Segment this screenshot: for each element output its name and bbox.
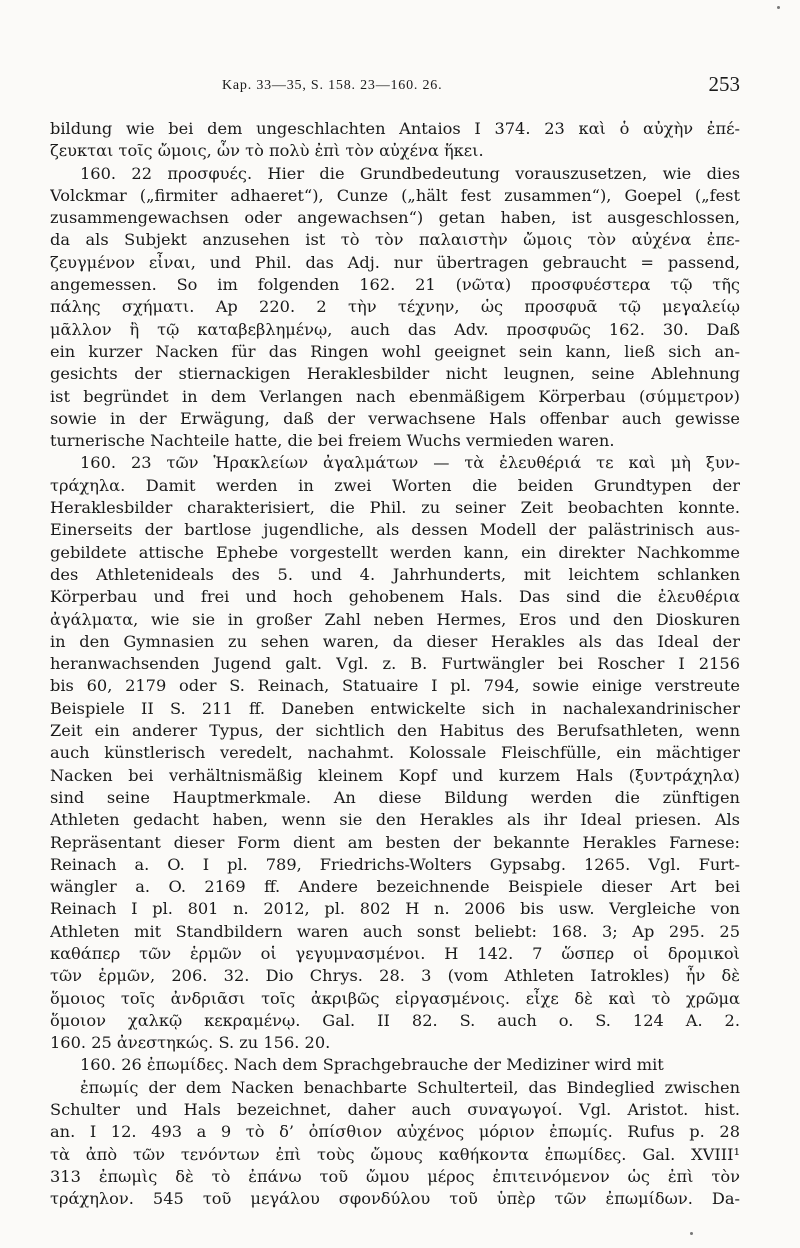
- text-line: Volckmar („firmiter adhaeret“), Cunze („hält fest zusammen“), Goepel („fest: [50, 185, 740, 205]
- text-line: wängler a. O. 2169 ff. Andere bezeichnende Beispiele dieser Art bei: [50, 877, 740, 897]
- text-line: des Athletenideals des 5. und 4. Jahrhunderts, mit leichtem schlanken: [50, 564, 740, 584]
- text-line: Beispiele II S. 211 ff. Daneben entwickelte sich in nachalexandrinischer: [50, 698, 740, 718]
- text-line: Nacken bei verhältnismäßig kleinem Kopf und kurzem Hals (ξυντράχηλα): [50, 765, 740, 785]
- text-line: μᾶλλον ἢ τῷ καταβεβλημένῳ, auch das Adv. προσφυῶς 162. 30. Daß: [50, 319, 740, 339]
- text-line: Athleten gedacht haben, wenn sie den Herakles als ihr Ideal priesen. Als: [50, 810, 740, 830]
- text-line: Schulter und Hals bezeichnet, daher auch συναγωγοί. Vgl. Aristot. hist.: [50, 1100, 740, 1120]
- print-speck: [777, 6, 780, 9]
- text-line: gebildete attische Ephebe vorgestellt werden kann, ein direkter Nachkomme: [50, 542, 740, 562]
- text-line: Reinach a. O. I pl. 789, Friedrichs-Wolters Gypsabg. 1265. Vgl. Furt-: [50, 854, 740, 874]
- text-line: τράχηλον. 545 τοῦ μεγάλου σφονδύλου τοῦ ὑπὲρ τῶν ἐπωμίδων. Da-: [50, 1189, 740, 1209]
- text-line: 313 ἐπωμὶς δὲ τὸ ἐπάνω τοῦ ὤμου μέρος ἐπιτεινόμενον ὡς ἐπὶ τὸν: [50, 1166, 740, 1186]
- text-line: 160. 25 ἀνεστηκώς. S. zu 156. 20.: [50, 1033, 331, 1053]
- text-line: ist begründet in dem Verlangen nach ebenmäßigem Körperbau (σύμμετρον): [50, 386, 740, 406]
- text-line: 160. 22 προσφυές. Hier die Grundbedeutung vorauszusetzen, wie dies: [80, 163, 740, 183]
- page-header: [50, 72, 750, 102]
- running-head: Kap. 33—35, S. 158. 23—160. 26.: [222, 78, 443, 93]
- text-line: ὅμοιος τοῖς ἀνδριᾶσι τοῖς ἀκριβῶς εἰργασμένοις. εἶχε δὲ καὶ τὸ χρῶμα: [50, 988, 740, 1008]
- text-line: τράχηλα. Damit werden in zwei Worten die beiden Grundtypen der: [50, 475, 740, 495]
- text-line: auch künstlerisch veredelt, nachahmt. Kolossale Fleischfülle, ein mächtiger: [50, 743, 740, 763]
- text-line: Einerseits der bartlose jugendliche, als dessen Modell der palästrinisch aus-: [50, 520, 740, 540]
- text-line: τὰ ἀπὸ τῶν τενόντων ἐπὶ τοὺς ὤμους καθήκοντα ἐπωμίδες. Gal. XVIII¹: [50, 1144, 740, 1164]
- text-line: turnerische Nachteile hatte, die bei freiem Wuchs vermieden waren.: [50, 431, 615, 451]
- text-line: gesichts der stiernackigen Heraklesbilder nicht leugnen, seine Ablehnung: [50, 364, 740, 384]
- text-line: zusammengewachsen oder angewachsen“) getan haben, ist ausgeschlossen,: [50, 208, 740, 228]
- text-line: angemessen. So im folgenden 162. 21 (νῶτα) προσφυέστερα τῷ τῆς: [50, 275, 740, 295]
- text-line: ein kurzer Nacken für das Ringen wohl geeignet sein kann, ließ sich an-: [50, 341, 740, 361]
- text-line: heranwachsenden Jugend galt. Vgl. z. B. Furtwängler bei Roscher I 2156: [50, 654, 740, 674]
- text-line: sind seine Hauptmerkmale. An diese Bildung werden die zünftigen: [50, 787, 740, 807]
- text-line: bildung wie bei dem ungeschlachten Antaios I 374. 23 καὶ ὁ αὐχὴν ἐπέ-: [50, 119, 740, 138]
- text-line: καθάπερ τῶν ἑρμῶν οἱ γεγυμνασμένοι. H 142. 7 ὥσπερ οἱ δρομικοὶ: [50, 943, 740, 963]
- text-line: ζευγμένον εἶναι, und Phil. das Adj. nur übertragen gebraucht = passend,: [50, 252, 740, 272]
- text-line: ζευκται τοῖς ὤμοις, ὧν τὸ πολὺ ἐπὶ τὸν αὐχένα ἥκει.: [50, 141, 484, 161]
- text-line: Zeit ein anderer Typus, der sichtlich den Habitus des Berufsathleten, wenn: [50, 721, 740, 741]
- text-line: ἀγάλματα, wie sie in großer Zahl neben Hermes, Eros und den Dioskuren: [50, 609, 740, 629]
- text-line: Heraklesbilder charakterisiert, die Phil. zu seiner Zeit beobachten konnte.: [50, 498, 740, 518]
- text-line: ὅμοιον χαλκῷ κεκραμένῳ. Gal. II 82. S. auch o. S. 124 A. 2.: [50, 1010, 740, 1030]
- text-line: Reinach I pl. 801 n. 2012, pl. 802 H n. 2006 bis usw. Vergleiche von: [50, 899, 740, 919]
- text-line: Athleten mit Standbildern waren auch sonst beliebt: 168. 3; Ap 295. 25: [50, 921, 740, 941]
- text-line: πάλης σχήματι. Ap 220. 2 τὴν τέχνην, ὡς προσφυᾶ τῷ μεγαλείῳ: [50, 297, 740, 317]
- text-line: ἐπωμίς der dem Nacken benachbarte Schulterteil, das Bindeglied zwischen: [80, 1077, 740, 1097]
- text-line: Körperbau und frei und hoch gehobenem Hals. Das sind die ἐλευθέρια: [50, 587, 740, 607]
- text-line: 160. 23 τῶν Ἡρακλείων ἀγαλμάτων — τὰ ἐλευθέριά τε καὶ μὴ ξυν-: [80, 453, 740, 473]
- commentary-text: [50, 118, 740, 1211]
- text-line: bis 60, 2179 oder S. Reinach, Statuaire I pl. 794, sowie einige verstreute: [50, 676, 740, 696]
- page-number: 253: [708, 72, 740, 96]
- text-line: sowie in der Erwägung, daß der verwachsene Hals offenbar auch gewisse: [50, 408, 740, 428]
- text-line: an. I 12. 493 a 9 τὸ δ’ ὀπίσθιον αὐχένος μόριον ἐπωμίς. Rufus p. 28: [50, 1122, 740, 1142]
- print-speck: [690, 1232, 693, 1235]
- text-line: Repräsentant dieser Form dient am besten der bekannte Herakles Farnese:: [50, 832, 740, 852]
- text-line: 160. 26 ἐπωμίδες. Nach dem Sprachgebrauche der Mediziner wird mit: [80, 1055, 664, 1075]
- text-line: da als Subjekt anzusehen ist τὸ τὸν παλαιστὴν ὤμοις τὸν αὐχένα ἐπε-: [50, 230, 740, 250]
- text-line: τῶν ἑρμῶν, 206. 32. Dio Chrys. 28. 3 (vom Athleten Iatrokles) ἦν δὲ: [50, 966, 740, 986]
- text-line: in den Gymnasien zu sehen waren, da dieser Herakles als das Ideal der: [50, 631, 740, 651]
